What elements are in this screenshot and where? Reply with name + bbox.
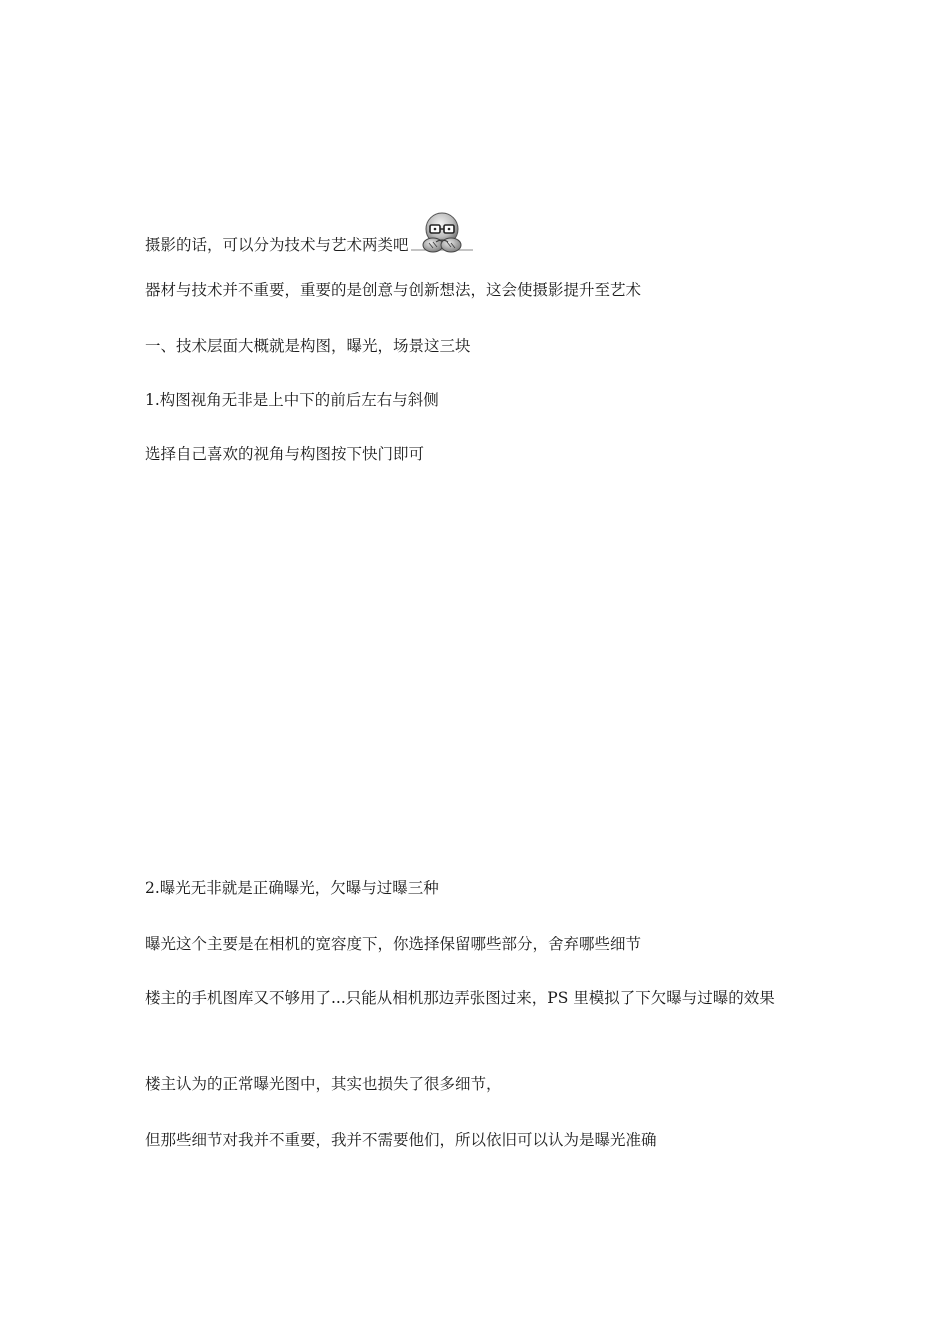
paragraph-intro-text: 摄影的话，可以分为技术与艺术两类吧 <box>145 236 409 254</box>
paragraph-exposure-simulation: 楼主的手机图库又不够用了...只能从相机那边弄张图过来，PS 里模拟了下欠曝与过曝的效果 <box>145 989 775 1007</box>
thinking-old-man-icon <box>411 212 473 258</box>
paragraph-composition: 1.构图视角无非是上中下的前后左右与斜侧 <box>145 391 439 409</box>
paragraph-exposure-accurate: 但那些细节对我并不重要，我并不需要他们，所以依旧可以认为是曝光准确 <box>145 1131 657 1149</box>
paragraph-equipment: 器材与技术并不重要，重要的是创意与创新想法，这会使摄影提升至艺术 <box>145 281 642 299</box>
paragraph-composition-tip: 选择自己喜欢的视角与构图按下快门即可 <box>145 445 425 463</box>
paragraph-technique-heading: 一、技术层面大概就是构图，曝光，场景这三块 <box>145 337 471 355</box>
paragraph-exposure: 2.曝光无非就是正确曝光，欠曝与过曝三种 <box>145 879 439 897</box>
paragraph-normal-exposure: 楼主认为的正常曝光图中，其实也损失了很多细节， <box>145 1075 502 1093</box>
paragraph-intro <box>145 212 815 261</box>
paragraph-exposure-latitude: 曝光这个主要是在相机的宽容度下，你选择保留哪些部分，舍弃哪些细节 <box>145 935 642 953</box>
